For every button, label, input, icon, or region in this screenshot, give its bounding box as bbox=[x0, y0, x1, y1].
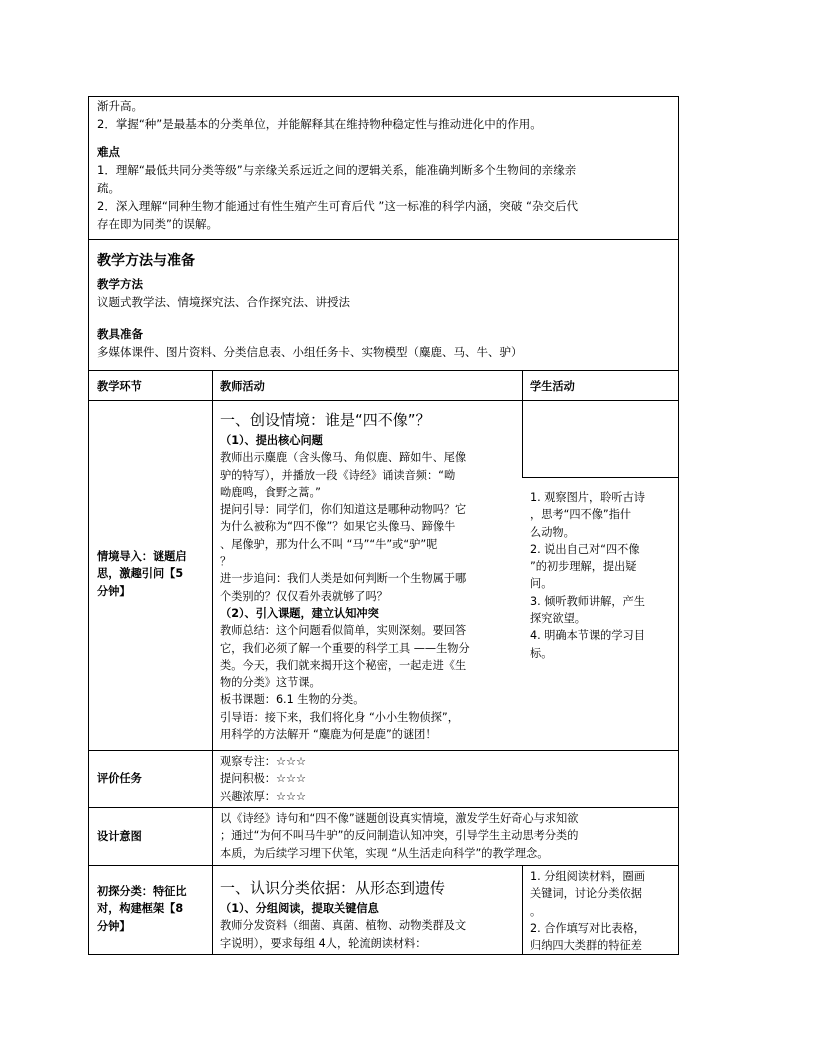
stage-line: 情境导入：谜题启 bbox=[97, 550, 187, 563]
activity-line: 驴的特写），并播放一段《诗经》诵读音频：“呦 bbox=[220, 468, 456, 482]
student-line: ”的初步理解，提出疑 bbox=[530, 560, 637, 574]
activity-line: 教师分发资料（细菌、真菌、植物、动物类群及文 bbox=[220, 919, 467, 933]
activity-line: 教师总结：这个问题看似简单，实则深刻。要回答 bbox=[220, 624, 467, 638]
table-divider bbox=[89, 400, 678, 401]
column-divider bbox=[212, 370, 213, 955]
design-line: 本质，为后续学习埋下伏笔，实现 “从生活走向科学”的教学理念。 bbox=[220, 846, 549, 860]
student-line: 1. 观察图片，聆听古诗 bbox=[530, 491, 645, 504]
activity-line: 呦鹿鸣，食野之蒿。” bbox=[220, 485, 321, 499]
eval-label: 评价任务 bbox=[97, 772, 142, 785]
section-title: 教学方法与准备 bbox=[97, 253, 195, 269]
table-divider bbox=[89, 239, 678, 240]
student-line: 问。 bbox=[530, 577, 553, 591]
tools-label: 教具准备 bbox=[97, 327, 143, 341]
activity-heading: 一、创设情境：谁是“四不像”？ bbox=[220, 411, 431, 429]
objectives-block bbox=[97, 97, 672, 233]
activity-line: 提问引导：同学们，你们知道这是哪种动物吗？它 bbox=[220, 503, 467, 517]
student-line: ，思考“四不像”指什 bbox=[530, 508, 632, 522]
student-line: 标。 bbox=[530, 646, 553, 660]
teacher-activity-cell bbox=[220, 878, 518, 952]
student-line: 2. 说出自己对“四不像 bbox=[530, 542, 640, 556]
student-line: 么动物。 bbox=[530, 525, 575, 539]
activity-line: 用科学的方法解开 “麋鹿为何是鹿”的谜团！ bbox=[220, 728, 437, 742]
eval-item: 提问积极：☆☆☆ bbox=[220, 772, 307, 786]
activity-subheading: （2）、引入课题，建立认知冲突 bbox=[220, 606, 379, 620]
stage-line: 分钟】 bbox=[97, 584, 131, 598]
student-line: 2. 合作填写对比表格， bbox=[530, 921, 645, 935]
column-divider bbox=[522, 865, 523, 955]
header-stage: 教学环节 bbox=[97, 380, 142, 393]
activity-line: 类。今天，我们就来揭开这个秘密，一起走进《生 bbox=[220, 658, 467, 672]
tools-text: 多媒体课件、图片资料、分类信息表、小组任务卡、实物模型（麋鹿、马、牛、驴） bbox=[97, 345, 523, 359]
difficulty-line: 存在即为同类”的误解。 bbox=[97, 217, 218, 231]
design-label: 设计意图 bbox=[97, 830, 142, 843]
student-activity-cell bbox=[530, 489, 675, 662]
activity-heading: 一、认识分类依据：从形态到遗传 bbox=[220, 879, 446, 897]
method-text: 议题式教学法、情境探究法、合作探究法、讲授法 bbox=[97, 295, 350, 309]
activity-line: ？ bbox=[220, 555, 232, 569]
student-line: 1. 分组阅读材料，圈画 bbox=[530, 870, 645, 883]
table-divider bbox=[522, 477, 678, 478]
design-line: 以《诗经》诗句和“四不像”谜题创设真实情境，激发学生好奇心与求知欲 bbox=[220, 812, 579, 825]
eval-item: 观察专注：☆☆☆ bbox=[220, 755, 307, 768]
difficulty-title: 难点 bbox=[97, 145, 120, 159]
student-line: 3. 倾听教师讲解，产生 bbox=[530, 594, 645, 608]
column-divider bbox=[522, 370, 523, 477]
stage-line: 分钟】 bbox=[97, 919, 131, 933]
activity-line: 字说明），要求每组 4人，轮流朗读材料： bbox=[220, 936, 427, 950]
objective-line: 渐升高。 bbox=[97, 99, 143, 113]
activity-line: 物的分类》这节课。 bbox=[220, 676, 321, 690]
table-divider bbox=[89, 865, 678, 866]
header-student: 学生活动 bbox=[530, 380, 575, 393]
activity-line: 、尾像驴，那为什么不叫 “马”“牛”或“驴”呢 bbox=[220, 537, 438, 551]
student-line: 关键词，讨论分类依据 bbox=[530, 887, 642, 901]
activity-line: 进一步追问：我们人类是如何判断一个生物属于哪 bbox=[220, 572, 467, 586]
activity-line: 个类别的？仅仅看外表就够了吗？ bbox=[220, 589, 388, 603]
stage-line: 对，构建框架【8 bbox=[97, 902, 184, 916]
objective-line: 2．掌握“种”是最基本的分类单位，并能解释其在维持物种稳定性与推动进化中的作用。 bbox=[97, 117, 542, 131]
activity-line: 板书课题：6.1 生物的分类。 bbox=[220, 693, 365, 707]
eval-cell bbox=[220, 753, 510, 805]
activity-subheading: （1）、提出核心问题 bbox=[220, 434, 323, 447]
difficulty-line: 1．理解“最低共同分类等级”与亲缘关系远近之间的逻辑关系，能准确判断多个生物间的亲缘亲 bbox=[97, 163, 577, 177]
header-teacher: 教师活动 bbox=[220, 380, 265, 393]
lesson-plan-table bbox=[88, 96, 679, 955]
teacher-activity-cell bbox=[220, 410, 518, 743]
stage-line: 思，激趣引问【5 bbox=[97, 567, 184, 581]
design-line: ；通过“为何不叫马牛驴”的反问制造认知冲突，引导学生主动思考分类的 bbox=[220, 829, 579, 843]
student-line: 。 bbox=[530, 904, 542, 918]
stage-cell bbox=[97, 548, 209, 600]
difficulty-line: 2．深入理解“同种生物才能通过有性生殖产生可育后代 ”这一标准的科学内涵，突破 “杂交后代 bbox=[97, 199, 578, 213]
design-cell bbox=[220, 810, 672, 862]
stage-line: 初探分类：特征比 bbox=[97, 885, 187, 898]
methods-block bbox=[97, 251, 672, 361]
activity-line: 引导语：接下来，我们将化身 “小小生物侦探”， bbox=[220, 710, 459, 724]
eval-item: 兴趣浓厚：☆☆☆ bbox=[220, 789, 307, 803]
student-line: 归纳四大类群的特征差 bbox=[530, 939, 642, 953]
table-divider bbox=[89, 370, 678, 371]
table-divider bbox=[89, 807, 678, 808]
student-line: 探究欲望。 bbox=[530, 612, 586, 626]
activity-line: 为什么被称为“四不像”？如果它头像马、蹄像牛 bbox=[220, 520, 456, 534]
student-line: 4. 明确本节课的学习目 bbox=[530, 629, 645, 643]
student-activity-cell bbox=[530, 868, 675, 954]
table-divider bbox=[89, 750, 678, 751]
difficulty-line: 疏。 bbox=[97, 181, 120, 195]
activity-line: 教师出示麋鹿（含头像马、角似鹿、蹄如牛、尾像 bbox=[220, 451, 467, 465]
activity-line: 它，我们必须了解一个重要的科学工具 ——生物分 bbox=[220, 641, 470, 655]
method-label: 教学方法 bbox=[97, 277, 143, 291]
stage-cell bbox=[97, 883, 209, 935]
activity-subheading: （1）、分组阅读，提取关键信息 bbox=[220, 902, 379, 915]
